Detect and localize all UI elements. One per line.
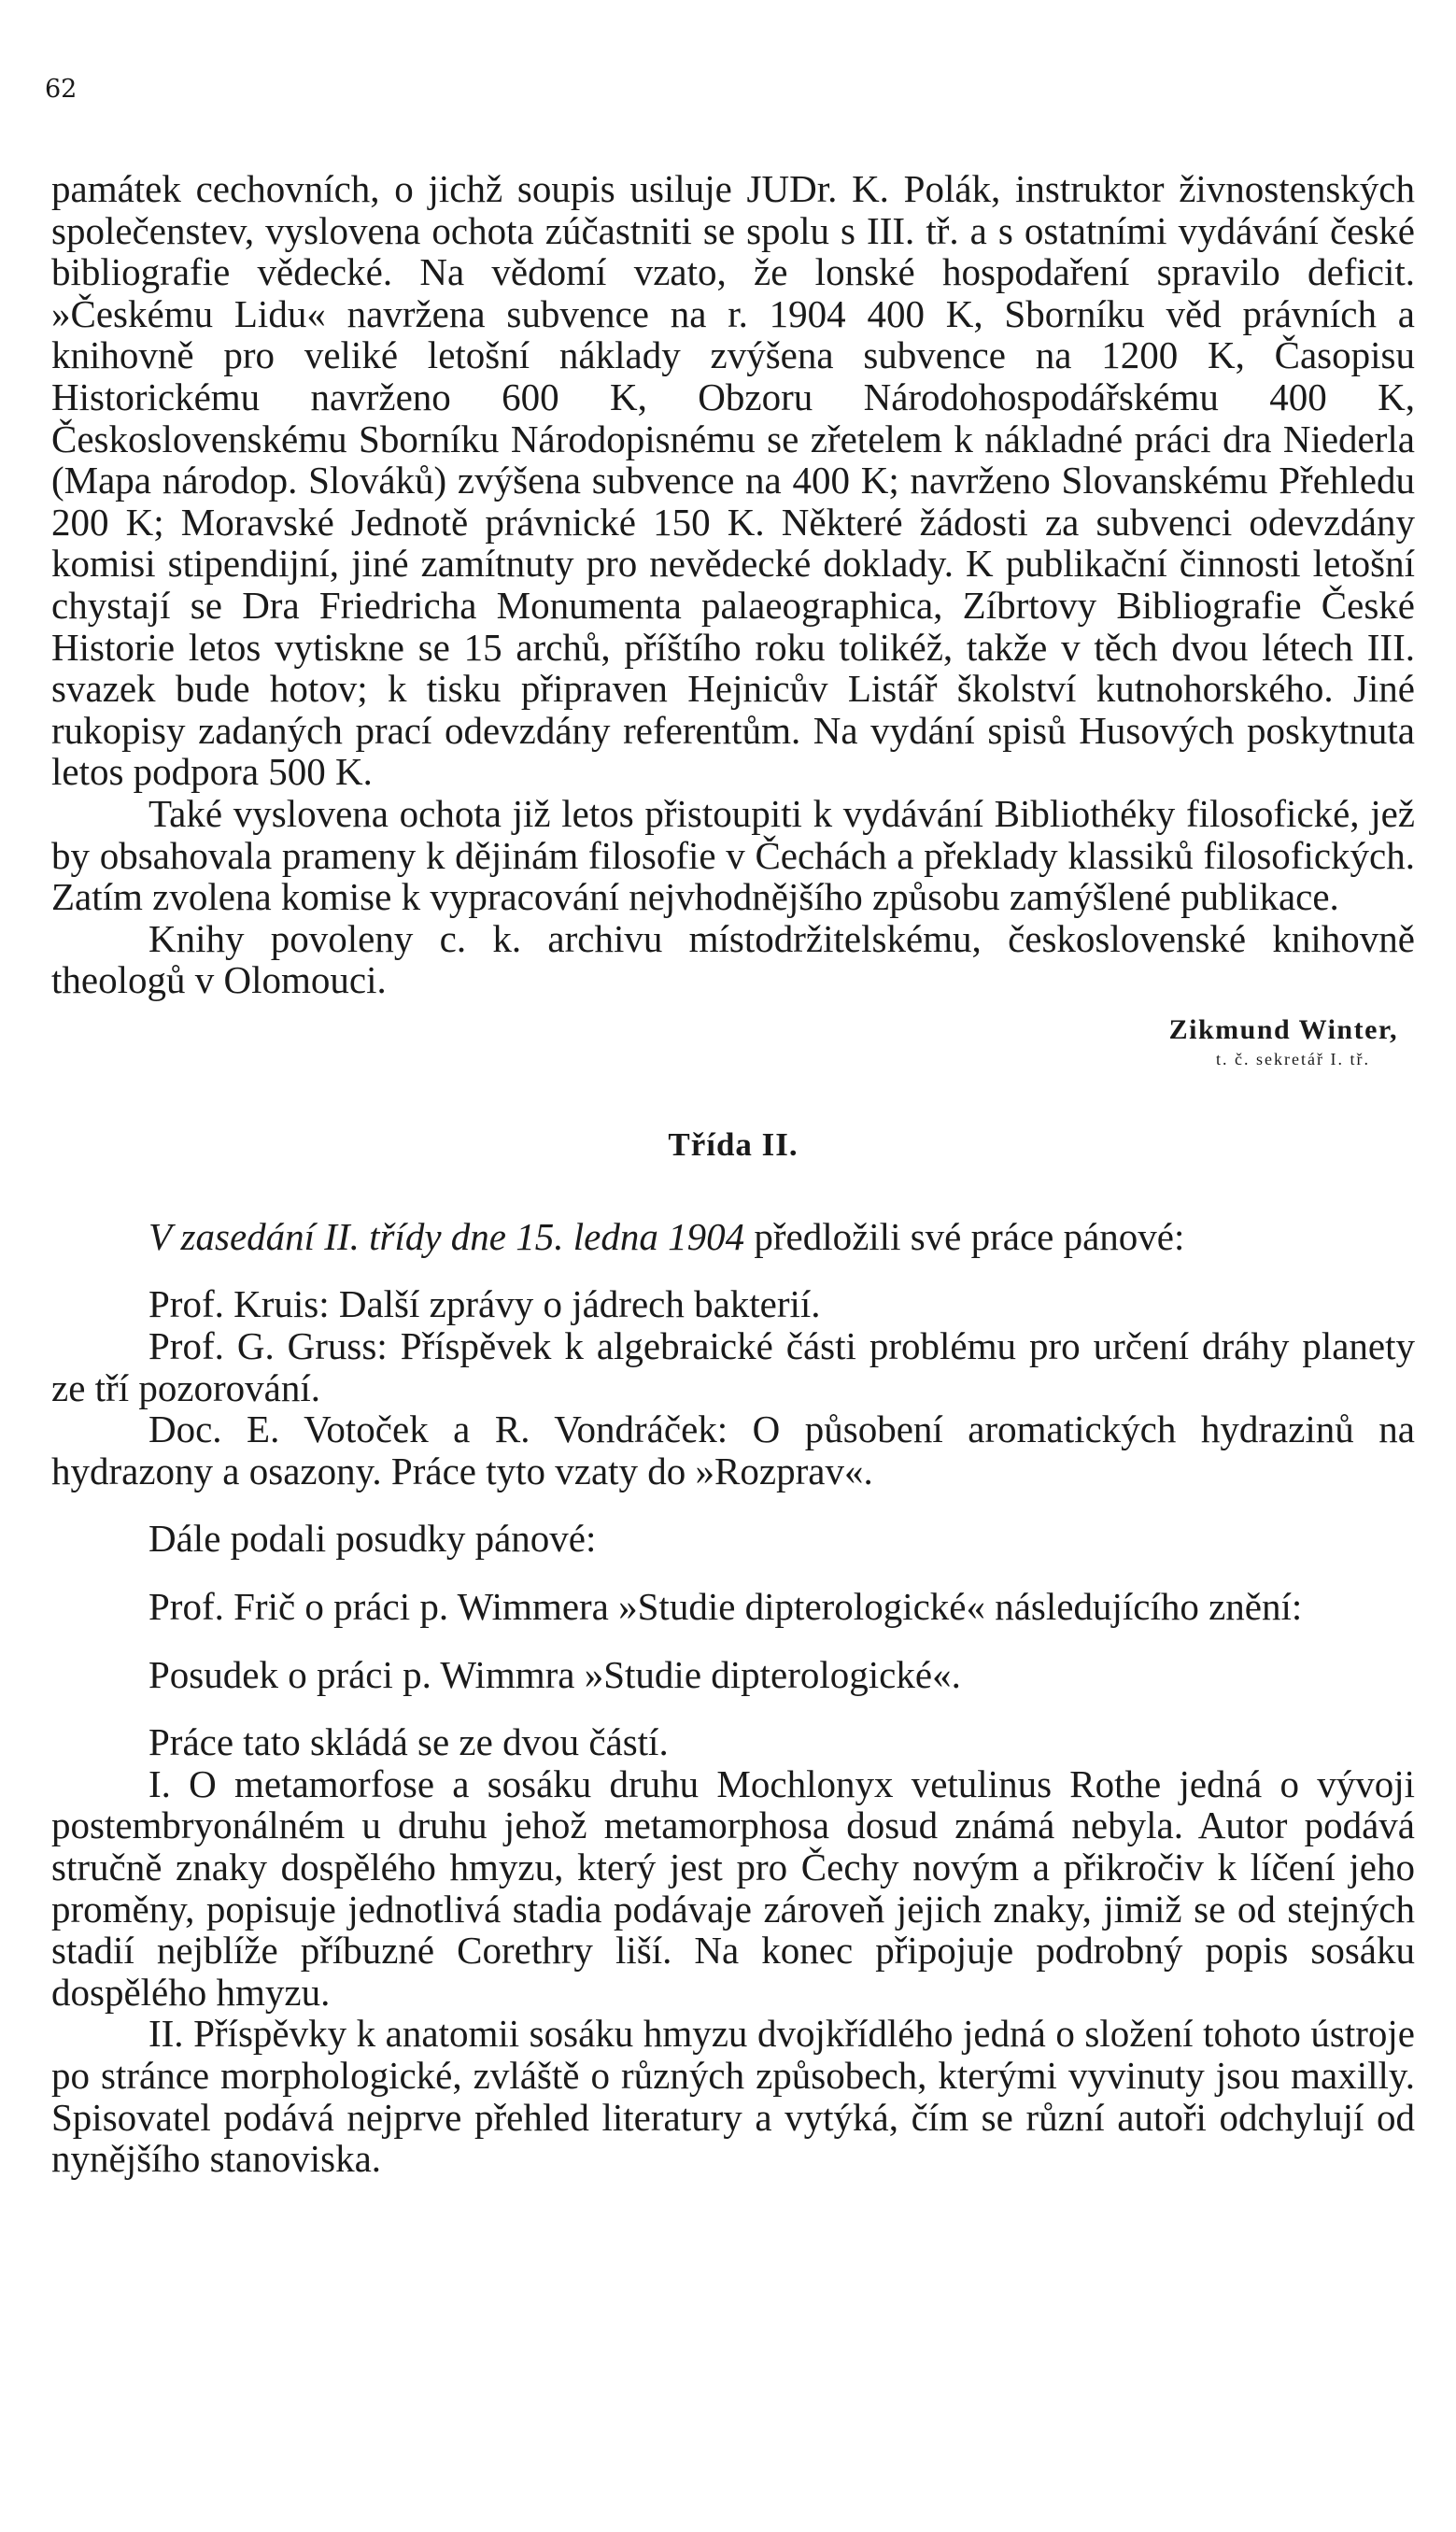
- review-announcement: Prof. Frič o práci p. Wimmera »Studie dipterologické« následujícího znění:: [148, 1585, 1303, 1629]
- signature-role: t. č. sekretář I. tř.: [1216, 1049, 1370, 1068]
- session-line: [51, 1216, 1415, 1258]
- signature-name: Zikmund Winter,: [1168, 1013, 1398, 1045]
- page-number: 62: [45, 75, 78, 104]
- reviews-intro: Dále podali posudky pánové:: [148, 1517, 597, 1561]
- submission-item: Prof. Kruis: Další zprávy o jádrech bakterií.: [148, 1282, 821, 1326]
- section-class-one: [51, 168, 1415, 1001]
- review-title: Posudek o práci p. Wimmra »Studie dipterologické«.: [148, 1652, 961, 1696]
- submission-item: Doc. E. Votoček a R. Vondráček: O působení aromatických hydrazinů na hydrazony a osazony. Práce tyto vzaty do »Rozprav«.: [51, 1407, 1415, 1492]
- session-text: předložili své práce pánové:: [744, 1214, 1185, 1258]
- review-paragraph: I. O metamorfose a sosáku druhu Mochlonyx vetulinus Rothe jedná o vývoji postembryonálném u druhu jehož metamorphosa dosud známá nebyla. Autor podává stručně znaky dospělého hmyzu, který jest pro Čechy novým a přikročiv k líčení jeho proměny, popisuje jednotlivá stadia podávaje zároveň jejich znaky, jimiž se od stejných stadií nejblíže příbuzné Corethry liší. Na konec připojuje podrobný popis sosáku dospělého hmyzu.: [51, 1761, 1415, 2014]
- paragraph-philosophy-library: Také vyslovena ochota již letos přistoupiti k vydávání Bibliothéky filosofické, jež by obsahovala prameny k dějinám filosofie v Čechách a překlady klassiků filosofických. Zatím zvolena komise k vypracování nejvhodnějšího způsobu zamýšlené publikace.: [51, 791, 1415, 919]
- section-heading: Třída II.: [668, 1125, 799, 1163]
- page-body: [51, 168, 1415, 2180]
- paragraph-subsidies: památek cechovních, o jichž soupis usiluje JUDr. K. Polák, instruktor živnostenských společenstev, vyslovena ochota zúčastniti se spolu s III. tř. a s ostatními vydávání české bibliografie vědecké. Na vědomí vzato, že lonské hospodaření spravilo deficit. »Českému Lidu« navržena subvence na r. 1904 400 K, Sborníku věd právních a knihovně pro veliké letošní náklady zvýšena subvence na 1200 K, Časopisu Historickému navrženo 600 K, Obzoru Národohospodářskému 400 K, Československému Sborníku Národopisnému se zřetelem k nákladné práci dra Niederla (Mapa národop. Slováků) zvýšena subvence na 400 K; navrženo Slovanskému Přehledu 200 K; Moravské Jednotě právnické 150 K. Některé žádosti za subvenci odevzdány komisi stipendijní, jiné zamítnuty pro nevědecké doklady. K publikační činnosti letošní chystají se Dra Friedricha Monumenta palaeographica, Zíbrtovy Bibliografie České Historie letos vytiskne se 15 archů, příštího roku tolikéž, takže v těch dvou létech III. svazek bude hotov; k tisku připraven Hejnicův Listář školství kutnohorského. Jiné rukopisy zadaných prací odevzdány referentům. Na vydání spisů Husových poskytnuta letos podpora 500 K.: [51, 167, 1415, 794]
- section-class-two: [51, 1283, 1415, 2179]
- submission-item: Prof. G. Gruss: Příspěvek k algebraické části problému pro určení dráhy planety ze tří pozorování.: [51, 1324, 1415, 1409]
- paragraph-books-granted: Knihy povoleny c. k. archivu místodržitelskému, československé knihovně theologů v Olomouci.: [51, 916, 1415, 1002]
- session-date: V zasedání II. třídy dne 15. ledna 1904: [148, 1214, 745, 1258]
- review-paragraph: Práce tato skládá se ze dvou částí.: [148, 1720, 669, 1764]
- signature: [51, 1012, 1415, 1070]
- review-paragraph: II. Příspěvky k anatomii sosáku hmyzu dvojkřídlého jedná o složení tohoto ústroje po stránce morphologické, zvláště o různých způsobech, kterými vyvinuty jsou maxilly. Spisovatel podává nejprve přehled literatury a vytýká, čím se různí autoři odchylují od nynějšího stanoviska.: [51, 2012, 1415, 2181]
